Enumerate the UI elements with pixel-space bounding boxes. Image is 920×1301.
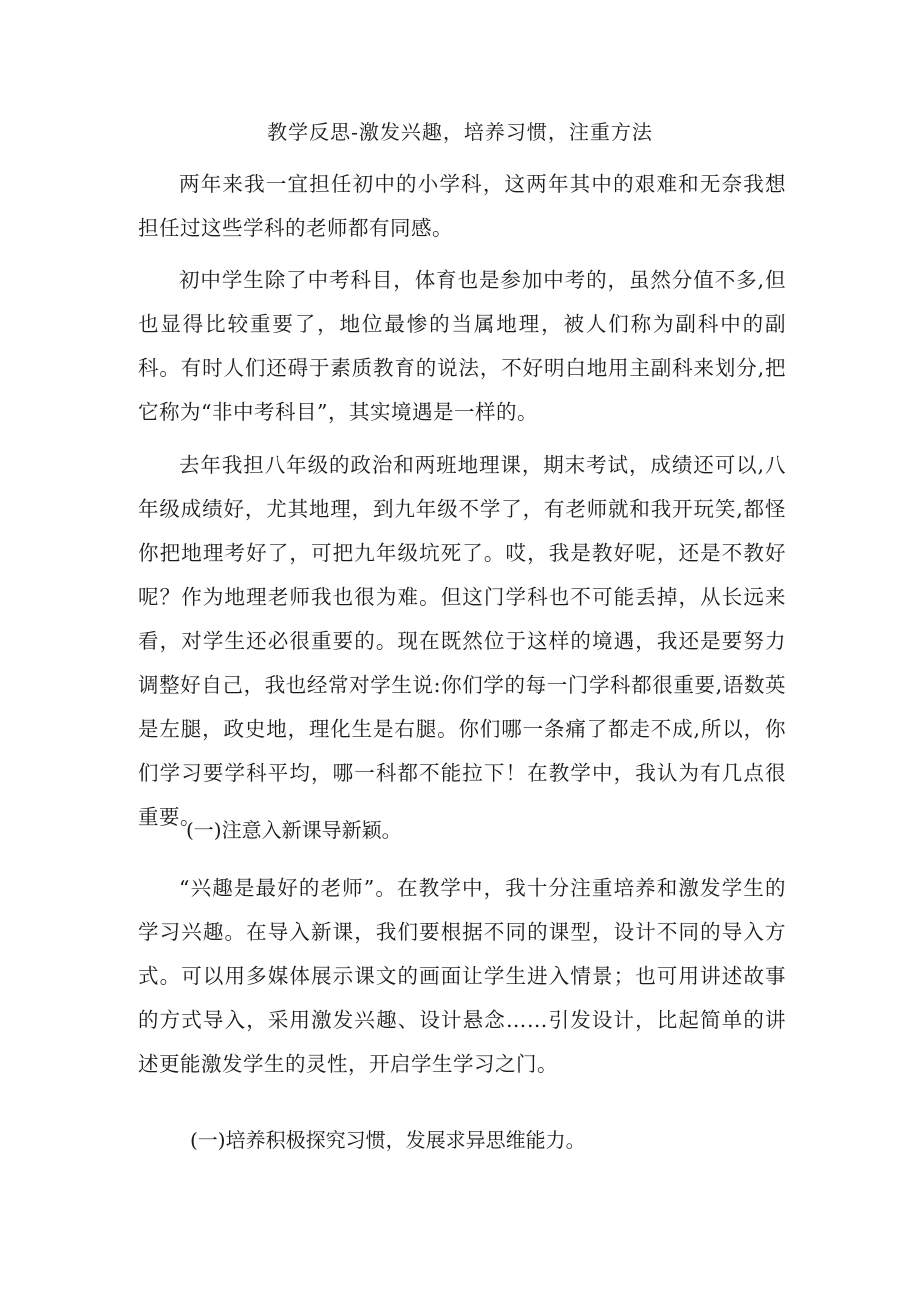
paragraph-text: 两年来我一宜担任初中的小学科，这两年其中的艰难和无奈我想担任过这些学科的老师都有同感。 xyxy=(138,172,786,240)
paragraph-text: 去年我担八年级的政治和两班地理课，期末考试，成绩还可以,八年级成绩好，尤其地理，到九年级不学了，有老师就和我开玩笑,都怪你把地理考好了，可把九年级坑死了。哎，我是教好呢，还是不教好呢？作为地理老师我也很为难。但这门学科也不可能丢掉，从长远来看，对学生还必很重要的。现在既然位于这样的境遇，我还是要努力调整好自己，我也经常对学生说:你们学的每一门学科都很重要,语数英是左腿，政史地，理化生是右腿。你们哪一条痛了都走不成,所以，你们学习要学科平均，哪一科都不能拉下！在教学中，我认为有几点很重要。 xyxy=(138,453,786,829)
paragraph-text: 初中学生除了中考科目，体育也是参加中考的，虽然分值不多,但也显得比较重要了，地位最惨的当属地理，被人们称为副科中的副科。有时人们还碍于素质教育的说法，不好明白地用主副科来划分,把它称为“非中考科目”，其实境遇是一样的。 xyxy=(138,268,786,424)
paragraph-3 xyxy=(138,443,786,839)
section-heading-1: (一)注意入新课导新颖。 xyxy=(186,818,402,842)
document-title: 教学反思-激发兴趣，培养习惯，注重方法 xyxy=(267,120,653,144)
paragraph-4 xyxy=(138,866,786,1086)
section-heading-2: (一)培养积极探究习惯，发展求异思维能力。 xyxy=(190,1128,586,1152)
paragraph-1 xyxy=(138,162,786,250)
paragraph-2 xyxy=(138,258,786,434)
paragraph-text: “兴趣是最好的老师”。在教学中，我十分注重培养和激发学生的学习兴趣。在导入新课，我们要根据不同的课型，设计不同的导入方式。可以用多媒体展示课文的画面让学生进入情景；也可用讲述故事的方式导入，采用激发兴趣、设计悬念……引发设计，比起简单的讲述更能激发学生的灵性，开启学生学习之门。 xyxy=(138,876,786,1076)
